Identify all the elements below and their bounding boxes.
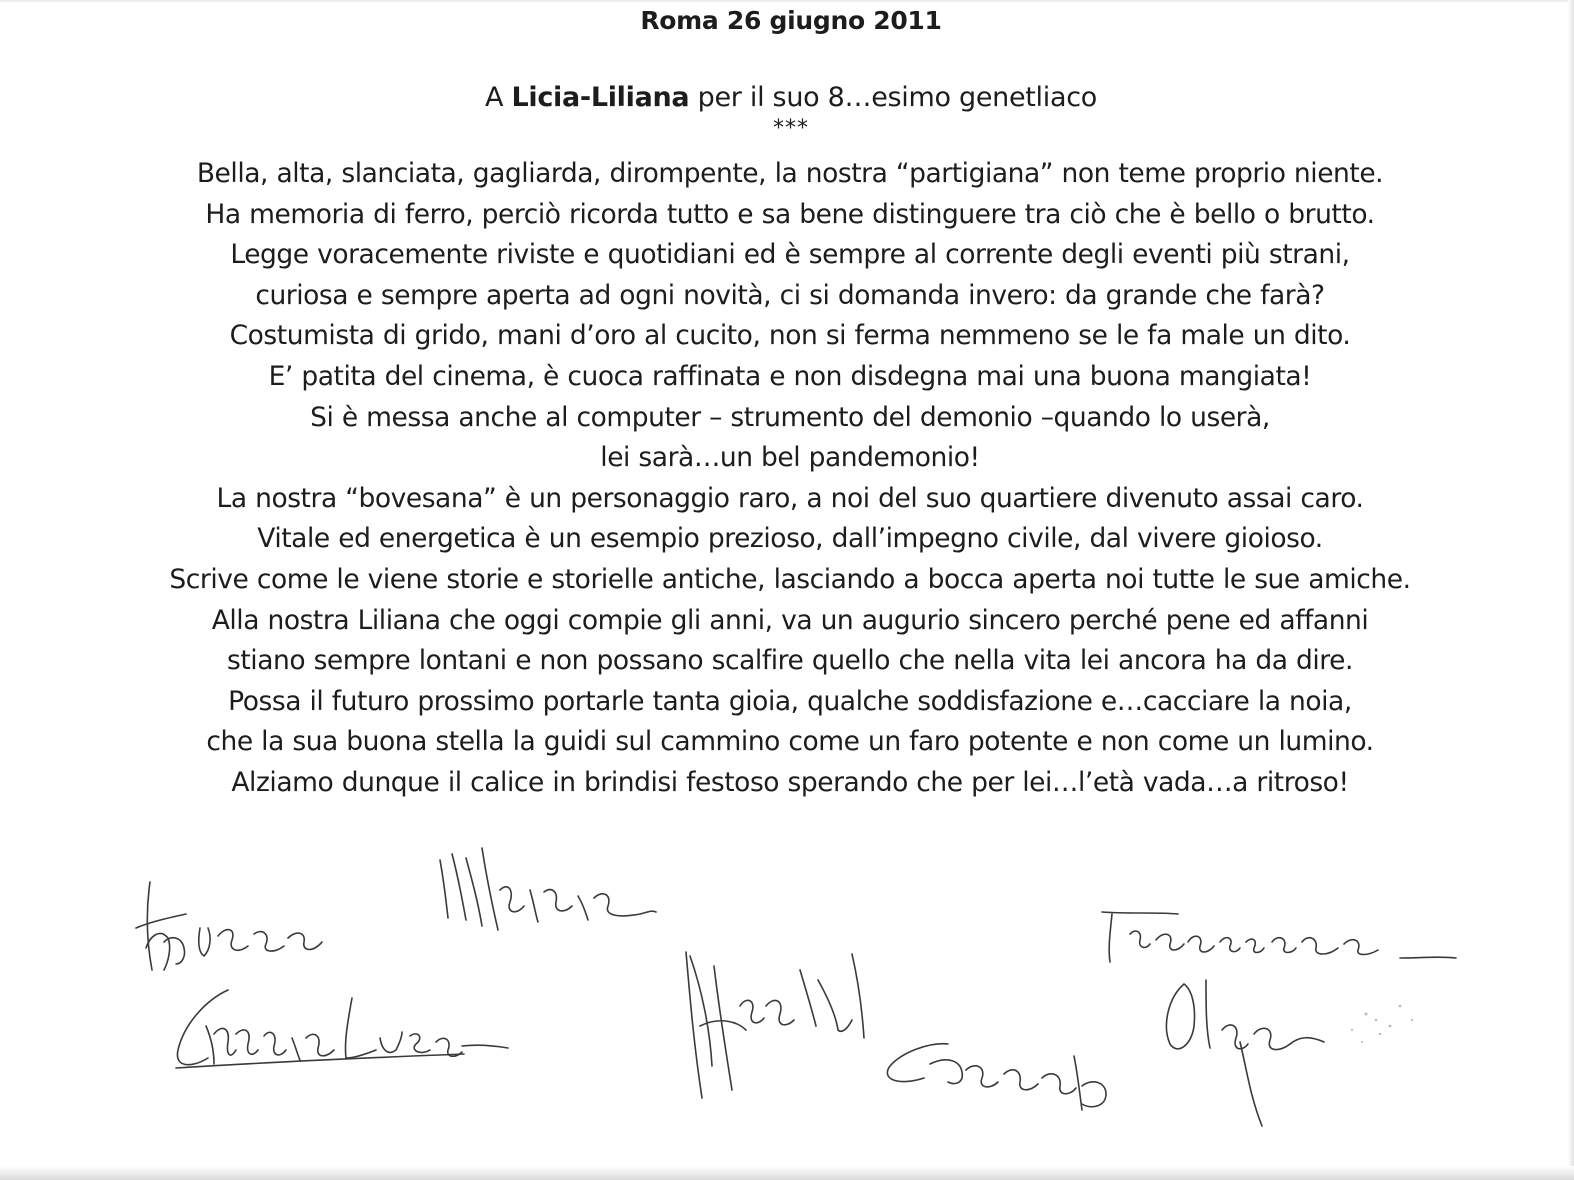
dedication-name: Licia-Liliana bbox=[511, 82, 690, 113]
poem-line: curiosa e sempre aperta ad ogni novità, ci si domanda invero: da grande che farà? bbox=[255, 279, 1325, 311]
asterism-separator: *** bbox=[773, 116, 809, 141]
poem-line: Scrive come le viene storie e storielle antiche, lasciando a bocca aperta noi tutte le sue amiche. bbox=[169, 563, 1411, 595]
signature-amedeo bbox=[887, 1044, 1106, 1110]
date-line: Roma 26 giugno 2011 bbox=[640, 6, 942, 35]
signature-olga bbox=[1166, 980, 1324, 1126]
poem-line: lei sarà…un bel pandemonio! bbox=[600, 442, 980, 474]
poem-line: Ha memoria di ferro, perciò ricorda tutto e sa bene distinguere tra ciò che è bello o brutto. bbox=[205, 198, 1375, 230]
poem-line: Possa il futuro prossimo portarle tanta gioia, qualche soddisfazione e…cacciare la noia, bbox=[228, 685, 1352, 717]
scan-specks bbox=[1351, 1005, 1413, 1043]
dedication-line bbox=[0, 82, 1574, 113]
poem-line: Si è messa anche al computer – strumento del demonio –quando lo userà, bbox=[310, 401, 1270, 433]
signatures-drawing bbox=[0, 830, 1574, 1170]
signature-francesca bbox=[1102, 912, 1456, 962]
signature-maria-luisa bbox=[176, 990, 508, 1068]
signature-andrea bbox=[136, 882, 322, 970]
poem-line: stiano sempre lontani e non possano scalfire quello che nella vita lei ancora ha da dire. bbox=[227, 645, 1353, 677]
poem-line: che la sua buona stella la guidi sul cammino come un faro potente e non come un lumino. bbox=[206, 726, 1374, 758]
poem-line: Alziamo dunque il calice in brindisi festoso sperando che per lei…l’età vada…a ritroso! bbox=[231, 766, 1349, 798]
dedication-prefix: A bbox=[485, 82, 512, 113]
signatures-area bbox=[0, 830, 1574, 1170]
poem-line: Bella, alta, slanciata, gagliarda, dirompente, la nostra “partigiana” non teme proprio niente. bbox=[196, 158, 1384, 189]
poem-line: Alla nostra Liliana che oggi compie gli anni, va un augurio sincero perché pene ed affanni bbox=[211, 604, 1369, 636]
poem-line: La nostra “bovesana” è un personaggio raro, a noi del suo quartiere divenuto assai caro. bbox=[216, 482, 1364, 514]
poem-line: Legge voracemente riviste e quotidiani ed è sempre al corrente degli eventi più strani, bbox=[230, 239, 1350, 271]
scan-edge-top bbox=[0, 0, 1574, 3]
dedication-suffix: per il suo 8…esimo genetliaco bbox=[689, 82, 1097, 113]
poem-body bbox=[90, 154, 1490, 804]
signature-marina bbox=[440, 848, 656, 930]
poem-line: Vitale ed energetica è un esempio prezioso, dall’impegno civile, dal vivere gioioso. bbox=[257, 523, 1323, 555]
poem-line: E’ patita del cinema, è cuoca raffinata e non disdegna mai una buona mangiata! bbox=[268, 360, 1312, 392]
poem-line: Costumista di grido, mani d’oro al cucito, non si ferma nemmeno se le fa male un dito. bbox=[229, 320, 1351, 352]
signature-roberta bbox=[686, 952, 864, 1098]
